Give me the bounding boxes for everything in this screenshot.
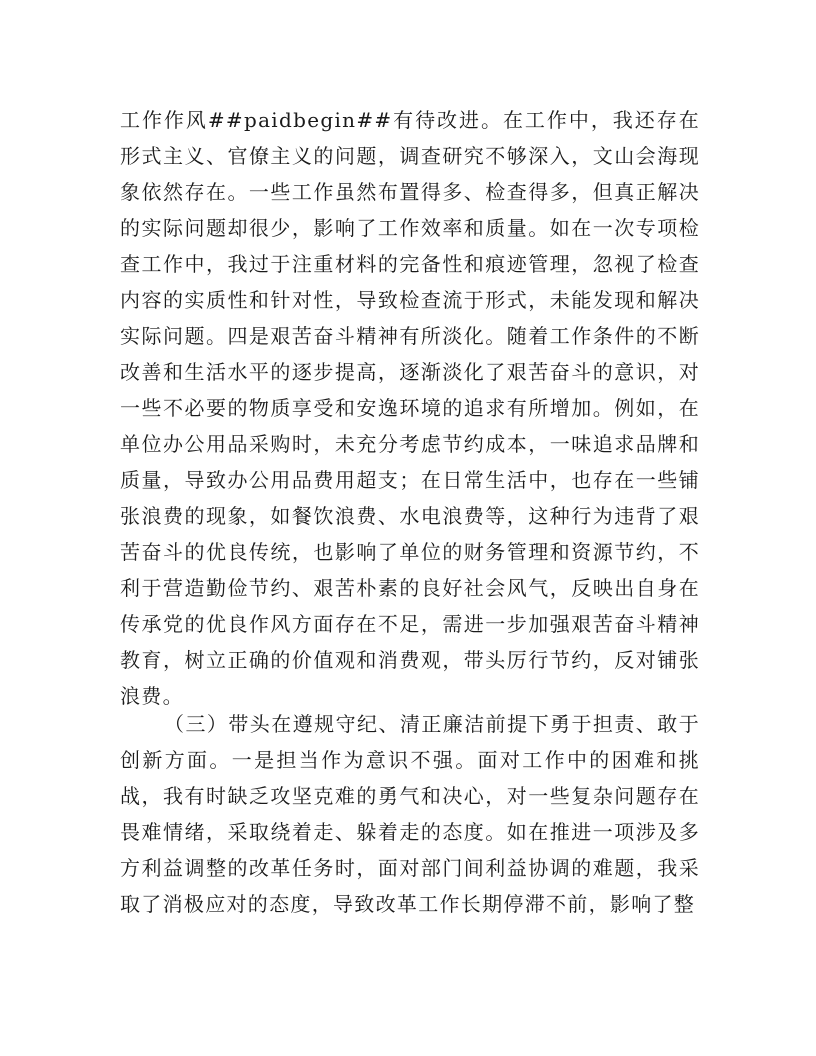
section-paragraph: （三）带头在遵规守纪、清正廉洁前提下勇于担责、敢于创新方面。一是担当作为意识不强。面对工作中的困难和挑战，我有时缺乏攻坚克难的勇气和决心，对一些复杂问题存在畏难情绪，采取绕着走、躲着走的态度。如在推进一项涉及多方利益调整的改革任务时，面对部门间利益协调的难题，我采取了消极应对的态度，导致改革工作长期停滞不前，影响了整 xyxy=(120,712,700,916)
body-paragraph: 工作作风##paidbegin##有待改进。在工作中，我还存在形式主义、官僚主义的问题，调查研究不够深入，文山会海现象依然存在。一些工作虽然布置得多、检查得多，但真正解决的实际问题却很少，影响了工作效率和质量。如在一次专项检查工作中，我过于注重材料的完备性和痕迹管理，忽视了检查内容的实质性和针对性，导致检查流于形式，未能发现和解决实际问题。四是艰苦奋斗精神有所淡化。随着工作条件的不断改善和生活水平的逐步提高，逐渐淡化了艰苦奋斗的意识，对一些不必要的物质享受和安逸环境的追求有所增加。例如，在单位办公用品采购时，未充分考虑节约成本，一味追求品牌和质量，导致办公用品费用超支；在日常生活中，也存在一些铺张浪费的现象，如餐饮浪费、水电浪费等，这种行为违背了艰苦奋斗的优良传统，也影响了单位的财务管理和资源节约，不利于营造勤俭节约、艰苦朴素的良好社会风气，反映出自身在传承党的优良作风方面存在不足，需进一步加强艰苦奋斗精神教育，树立正确的价值观和消费观，带头厉行节约，反对铺张浪费。 xyxy=(120,108,700,708)
